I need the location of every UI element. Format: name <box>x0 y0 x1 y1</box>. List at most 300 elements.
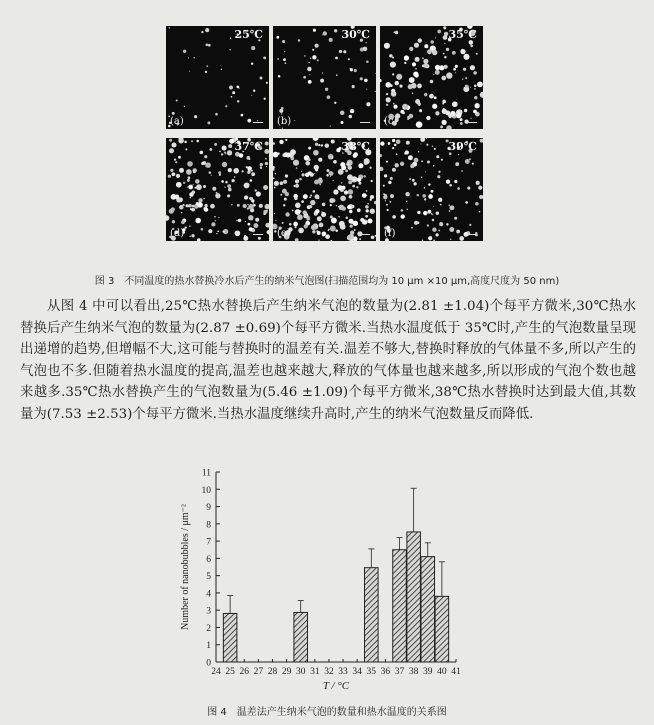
nanobubble-dot <box>480 92 483 98</box>
nanobubble-dot <box>298 39 300 41</box>
x-tick-label: 38 <box>408 667 419 677</box>
bar <box>407 532 421 662</box>
nanobubble-dot <box>419 109 422 112</box>
nanobubble-dot <box>299 178 302 181</box>
nanobubble-dot <box>302 173 305 176</box>
nanobubble-dot <box>417 83 422 88</box>
nanobubble-dot <box>351 176 357 182</box>
nanobubble-dot <box>371 180 373 182</box>
nanobubble-dot <box>284 198 287 201</box>
x-tick-label: 25 <box>225 667 235 677</box>
nanobubble-dot <box>326 174 328 176</box>
nanobubble-dot <box>312 55 316 59</box>
nanobubble-dot <box>349 210 352 213</box>
nanobubble-dot <box>228 188 232 192</box>
nanobubble-dot <box>243 236 248 241</box>
nanobubble-dot <box>375 73 376 74</box>
nanobubble-dot <box>396 139 401 144</box>
nanobubble-dot <box>388 181 391 184</box>
nanobubble-dot <box>435 70 440 75</box>
nanobubble-dot <box>416 121 423 128</box>
nanobubble-dot <box>247 223 250 226</box>
nanobubble-dot <box>244 195 248 199</box>
nanobubble-dot <box>452 51 456 55</box>
nanobubble-dot <box>193 57 195 59</box>
nanobubble-dot <box>353 154 357 158</box>
nanobubble-dot <box>336 74 338 76</box>
nanobubble-dot <box>301 200 304 203</box>
nanobubble-dot <box>260 77 263 80</box>
nanobubble-dot <box>225 105 227 107</box>
panel-temperature-label: 38℃ <box>341 140 370 153</box>
nanobubble-dot <box>280 181 284 185</box>
nanobubble-dot <box>232 91 235 94</box>
nanobubble-dot <box>349 115 352 118</box>
nanobubble-dot <box>400 162 404 166</box>
nanobubble-dot <box>265 223 269 228</box>
nanobubble-dot <box>307 67 311 71</box>
nanobubble-dot <box>454 217 457 220</box>
nanobubble-dot <box>418 38 422 42</box>
nanobubble-dot <box>284 51 285 52</box>
nanobubble-dot <box>330 176 331 177</box>
nanobubble-dot <box>176 100 178 102</box>
nanobubble-dot <box>189 225 191 227</box>
nanobubble-dot <box>310 172 314 176</box>
nanobubble-dot <box>222 162 227 167</box>
nanobubble-dot <box>289 223 292 226</box>
nanobubble-dot <box>205 71 207 73</box>
nanobubble-dot <box>401 214 405 218</box>
nanobubble-dot <box>331 157 333 159</box>
nanobubble-dot <box>328 230 330 232</box>
nanobubble-dot <box>440 204 442 206</box>
nanobubble-dot <box>453 68 456 71</box>
nanobubble-dot <box>221 153 223 155</box>
nanobubble-dot <box>345 169 348 172</box>
nanobubble-dot <box>318 158 322 162</box>
scale-bar <box>360 122 370 123</box>
x-axis-title: T / °C <box>322 680 350 692</box>
nanobubble-dot <box>188 57 189 58</box>
nanobubble-dot <box>260 163 263 166</box>
nanobubble-dot <box>204 207 208 211</box>
nanobubble-dot <box>265 163 266 164</box>
nanobubble-dot <box>430 40 434 44</box>
nanobubble-dot <box>432 146 433 147</box>
nanobubble-dot <box>209 171 212 174</box>
nanobubble-dot <box>346 217 349 220</box>
nanobubble-dot <box>366 102 370 106</box>
nanobubble-dot <box>221 69 222 70</box>
nanobubble-dot <box>347 165 351 169</box>
nanobubble-dot <box>250 179 253 182</box>
nanobubble-dot <box>249 197 252 200</box>
nanobubble-dot <box>201 162 204 165</box>
nanobubble-dot <box>357 208 361 212</box>
nanobubble-dot <box>215 220 216 221</box>
nanobubble-dot <box>436 155 439 158</box>
nanobubble-dot <box>311 225 316 230</box>
nanobubble-dot <box>312 49 314 51</box>
nanobubble-dot <box>280 194 282 196</box>
nanobubble-dot <box>395 31 399 35</box>
nanobubble-dot <box>204 204 207 207</box>
nanobubble-dot <box>415 68 417 70</box>
nanobubble-dot <box>189 236 191 238</box>
nanobubble-dot <box>435 111 439 115</box>
nanobubble-dot <box>479 195 483 199</box>
nanobubble-dot <box>415 99 420 104</box>
nanobubble-dot <box>392 168 396 172</box>
nanobubble-dot <box>469 224 471 226</box>
nanobubble-dot <box>412 62 416 66</box>
nanobubble-dot <box>476 53 478 55</box>
nanobubble-dot <box>331 218 337 224</box>
nanobubble-dot <box>229 86 233 90</box>
nanobubble-dot <box>460 122 463 125</box>
nanobubble-dot <box>313 150 319 156</box>
nanobubble-dot <box>248 215 254 221</box>
nanobubble-dot <box>421 177 423 179</box>
body-text <box>20 296 636 426</box>
afm-panel-b <box>273 26 376 129</box>
nanobubble-dot <box>314 173 315 174</box>
nanobubble-dot <box>446 223 448 225</box>
nanobubble-dot <box>408 84 413 89</box>
nanobubble-dot <box>229 49 230 50</box>
nanobubble-dot <box>455 162 459 166</box>
nanobubble-dot <box>435 65 440 70</box>
nanobubble-dot <box>178 156 181 159</box>
x-tick-label: 26 <box>239 667 249 677</box>
nanobubble-dot <box>394 144 397 147</box>
nanobubble-dot <box>384 174 387 177</box>
nanobubble-dot <box>184 106 185 107</box>
nanobubble-dot <box>281 113 282 114</box>
nanobubble-dot <box>448 114 452 118</box>
nanobubble-dot <box>277 58 279 60</box>
nanobubble-dot <box>214 143 217 146</box>
nanobubble-dot <box>294 197 298 201</box>
nanobubble-dot <box>476 181 480 185</box>
nanobubble-dot <box>424 44 428 48</box>
nanobubble-dot <box>449 227 454 232</box>
y-tick-label: 3 <box>206 606 211 617</box>
x-tick-label: 41 <box>451 667 461 677</box>
nanobubble-dot <box>215 113 218 116</box>
nanobubble-dot <box>370 195 374 199</box>
nanobubble-dot <box>273 177 275 179</box>
nanobubble-dot <box>247 204 248 205</box>
nanobubble-dot <box>285 139 287 141</box>
nanobubble-dot <box>341 182 342 183</box>
nanobubble-dot <box>387 209 389 211</box>
nanobubble-dot <box>421 160 423 162</box>
nanobubble-dot <box>470 44 473 47</box>
nanobubble-dot <box>207 121 210 124</box>
nanobubble-dot <box>348 58 350 60</box>
nanobubble-dot <box>391 91 397 97</box>
nanobubble-dot <box>433 74 434 75</box>
nanobubble-dot <box>441 120 446 125</box>
panel-temperature-label: 25℃ <box>234 28 263 41</box>
nanobubble-dot <box>187 187 188 188</box>
nanobubble-dot <box>241 114 244 117</box>
nanobubble-dot <box>190 197 191 198</box>
y-tick-label: 9 <box>206 503 211 514</box>
nanobubble-dot <box>296 167 297 168</box>
nanobubble-dot <box>171 207 175 211</box>
nanobubble-dot <box>347 205 351 209</box>
nanobubble-dot <box>417 211 420 214</box>
nanobubble-dot <box>423 211 427 215</box>
nanobubble-dot <box>179 205 184 210</box>
nanobubble-dot <box>243 204 247 208</box>
nanobubble-dot <box>235 230 241 236</box>
nanobubble-dot <box>236 85 239 88</box>
nanobubble-dot <box>390 62 396 68</box>
nanobubble-dot <box>340 111 345 116</box>
afm-panel-c <box>380 26 483 129</box>
nanobubble-dot <box>350 225 353 228</box>
nanobubble-dot <box>186 169 192 175</box>
nanobubble-dot <box>465 85 468 88</box>
nanobubble-dot <box>380 79 382 82</box>
afm-image-f <box>380 138 483 241</box>
afm-panel-a <box>166 26 269 129</box>
nanobubble-dot <box>380 154 382 157</box>
nanobubble-dot <box>433 165 435 167</box>
nanobubble-dot <box>438 229 440 231</box>
nanobubble-dot <box>386 93 388 95</box>
nanobubble-dot <box>317 231 321 235</box>
nanobubble-dot <box>395 163 399 167</box>
nanobubble-dot <box>227 150 232 155</box>
nanobubble-dot <box>197 238 201 241</box>
nanobubble-dot <box>222 146 227 151</box>
nanobubble-dot <box>174 194 179 199</box>
panel-letter-label: (f) <box>384 228 396 239</box>
nanobubble-dot <box>392 139 395 142</box>
nanobubble-dot <box>246 156 250 160</box>
afm-image-b <box>273 26 376 129</box>
nanobubble-dot <box>259 204 263 208</box>
nanobubble-dot <box>326 169 329 172</box>
nanobubble-dot <box>234 176 236 178</box>
nanobubble-dot <box>390 84 393 87</box>
nanobubble-dot <box>407 209 408 210</box>
nanobubble-dot <box>334 192 335 193</box>
nanobubble-dot <box>206 65 208 67</box>
nanobubble-dot <box>168 175 171 178</box>
nanobubble-dot <box>260 166 262 168</box>
x-tick-label: 37 <box>394 667 405 677</box>
nanobubble-dot <box>336 148 340 152</box>
nanobubble-dot <box>412 92 414 94</box>
nanobubble-dot <box>386 204 388 206</box>
nanobubble-dot <box>375 91 376 92</box>
nanobubble-dot <box>413 71 418 76</box>
x-tick-label: 35 <box>366 667 377 677</box>
nanobubble-dot <box>436 212 439 215</box>
nanobubble-dot <box>313 29 316 32</box>
nanobubble-dot <box>230 37 231 38</box>
figure-4-bar-chart <box>176 462 476 700</box>
bar <box>421 557 435 662</box>
nanobubble-dot <box>310 200 315 205</box>
nanobubble-dot <box>340 224 346 230</box>
nanobubble-dot <box>285 212 289 216</box>
nanobubble-dot <box>380 141 384 145</box>
nanobubble-dot <box>218 171 221 174</box>
nanobubble-dot <box>396 153 398 155</box>
nanobubble-dot <box>434 96 437 99</box>
nanobubble-dot <box>205 28 209 32</box>
nanobubble-dot <box>341 121 344 124</box>
nanobubble-dot <box>172 172 176 176</box>
nanobubble-dot <box>386 104 388 106</box>
nanobubble-dot <box>390 194 394 198</box>
nanobubble-dot <box>474 88 476 90</box>
nanobubble-dot <box>169 148 174 153</box>
nanobubble-dot <box>365 215 368 218</box>
nanobubble-dot <box>333 189 338 194</box>
x-tick-label: 34 <box>352 667 362 677</box>
nanobubble-dot <box>424 198 426 200</box>
nanobubble-dot <box>192 190 195 193</box>
nanobubble-dot <box>414 43 419 48</box>
scale-bar <box>360 234 370 235</box>
nanobubble-dot <box>321 144 323 146</box>
nanobubble-dot <box>263 57 266 60</box>
nanobubble-dot <box>274 213 275 214</box>
nanobubble-dot <box>464 109 467 112</box>
y-tick-label: 1 <box>206 641 211 652</box>
nanobubble-dot <box>313 138 319 141</box>
afm-image-e <box>273 138 376 241</box>
nanobubble-dot <box>283 180 287 184</box>
nanobubble-dot <box>439 222 443 226</box>
nanobubble-dot <box>370 209 375 214</box>
nanobubble-dot <box>319 223 324 228</box>
nanobubble-dot <box>446 125 451 129</box>
nanobubble-dot <box>401 209 403 211</box>
nanobubble-dot <box>353 221 358 226</box>
nanobubble-dot <box>438 198 442 202</box>
nanobubble-dot <box>433 240 434 241</box>
nanobubble-dot <box>301 171 302 172</box>
afm-image-a <box>166 26 269 129</box>
nanobubble-dot <box>293 160 299 166</box>
nanobubble-dot <box>383 195 387 199</box>
nanobubble-dot <box>265 141 269 145</box>
nanobubble-dot <box>432 50 437 55</box>
nanobubble-dot <box>216 192 218 194</box>
nanobubble-dot <box>408 155 413 160</box>
nanobubble-dot <box>422 57 424 59</box>
nanobubble-dot <box>474 103 479 108</box>
nanobubble-dot <box>330 125 331 126</box>
nanobubble-dot <box>371 236 374 239</box>
nanobubble-dot <box>413 182 416 185</box>
y-tick-label: 0 <box>206 658 211 669</box>
nanobubble-dot <box>414 221 418 225</box>
nanobubble-dot <box>196 140 199 143</box>
x-tick-label: 36 <box>380 667 391 677</box>
nanobubble-dot <box>313 190 316 193</box>
nanobubble-dot <box>205 166 206 167</box>
afm-image-d <box>166 138 269 241</box>
nanobubble-dot <box>455 72 456 73</box>
nanobubble-dot <box>363 175 365 177</box>
nanobubble-dot <box>427 49 432 54</box>
nanobubble-dot <box>227 194 230 197</box>
nanobubble-dot <box>242 170 244 172</box>
nanobubble-dot <box>449 210 451 212</box>
nanobubble-dot <box>247 119 251 123</box>
nanobubble-dot <box>441 76 446 81</box>
nanobubble-dot <box>185 148 187 150</box>
nanobubble-dot <box>225 153 226 154</box>
nanobubble-dot <box>389 54 392 57</box>
nanobubble-dot <box>265 204 269 209</box>
nanobubble-dot <box>200 151 204 155</box>
nanobubble-dot <box>446 48 449 51</box>
nanobubble-dot <box>212 187 216 191</box>
nanobubble-dot <box>426 116 430 120</box>
nanobubble-dot <box>434 148 436 150</box>
nanobubble-dot <box>423 63 428 68</box>
nanobubble-dot <box>292 210 294 212</box>
nanobubble-dot <box>224 187 225 188</box>
nanobubble-dot <box>228 168 232 172</box>
nanobubble-dot <box>480 139 483 143</box>
nanobubble-dot <box>362 193 367 198</box>
nanobubble-dot <box>187 164 188 165</box>
nanobubble-dot <box>435 37 436 38</box>
nanobubble-dot <box>303 76 306 79</box>
nanobubble-dot <box>357 177 362 182</box>
nanobubble-dot <box>427 224 429 226</box>
nanobubble-dot <box>375 235 376 237</box>
nanobubble-dot <box>245 221 246 222</box>
nanobubble-dot <box>322 34 323 35</box>
nanobubble-dot <box>308 80 312 84</box>
nanobubble-dot <box>334 102 336 104</box>
nanobubble-dot <box>210 204 215 209</box>
nanobubble-dot <box>428 183 430 185</box>
nanobubble-dot <box>456 230 460 234</box>
nanobubble-dot <box>308 158 311 161</box>
nanobubble-dot <box>303 214 307 218</box>
nanobubble-dot <box>318 240 319 241</box>
y-tick-label: 8 <box>206 520 211 531</box>
nanobubble-dot <box>450 239 451 240</box>
nanobubble-dot <box>365 205 369 209</box>
panel-letter-label: (c) <box>384 116 398 127</box>
nanobubble-dot <box>404 62 406 64</box>
nanobubble-dot <box>203 185 206 188</box>
nanobubble-dot <box>465 201 468 204</box>
nanobubble-dot <box>359 238 361 240</box>
nanobubble-dot <box>443 108 445 110</box>
nanobubble-dot <box>422 240 424 241</box>
nanobubble-dot <box>473 110 477 114</box>
nanobubble-dot <box>386 97 391 102</box>
panel-temperature-label: 30℃ <box>341 28 370 41</box>
nanobubble-dot <box>343 50 346 53</box>
